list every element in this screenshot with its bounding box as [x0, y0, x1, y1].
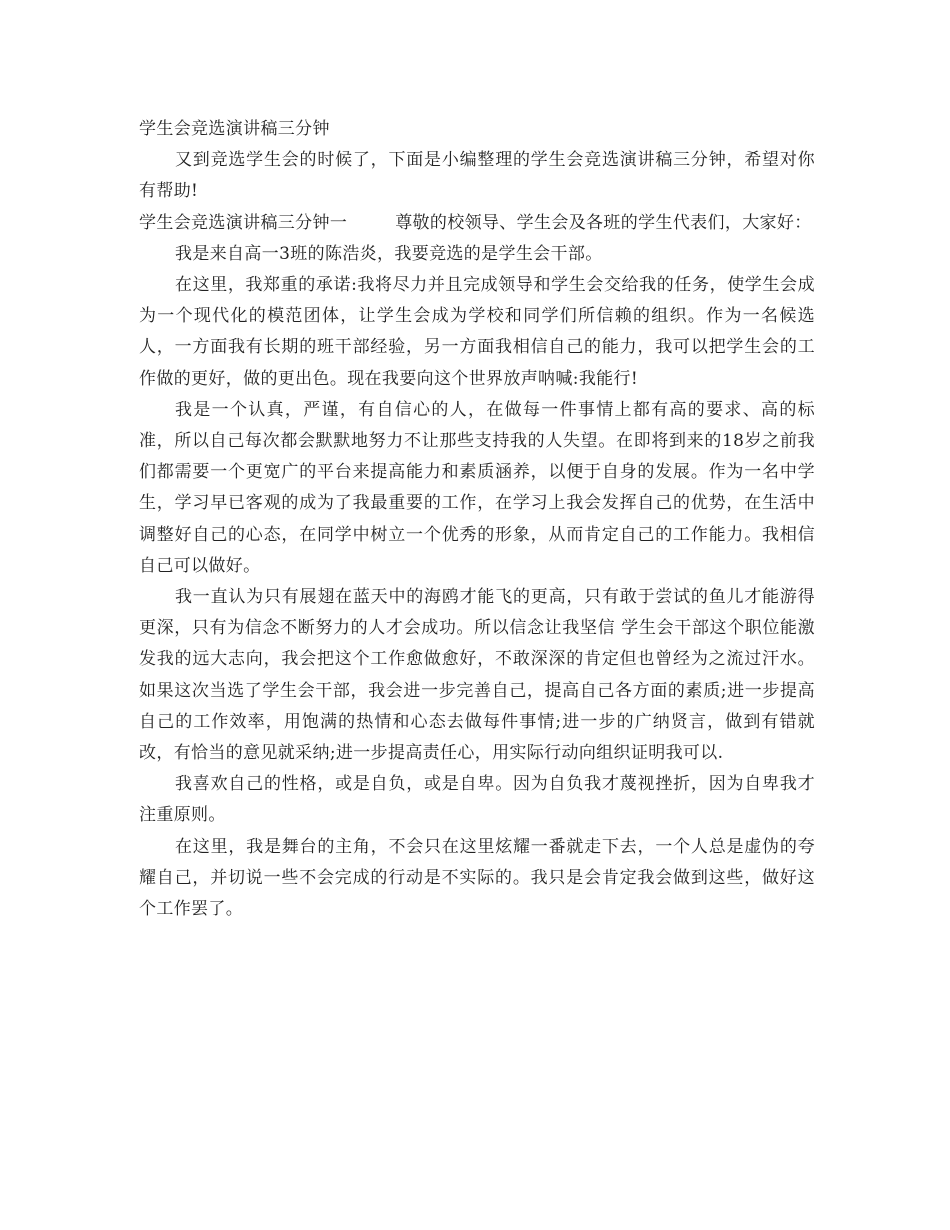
paragraph-4: 我一直认为只有展翅在蓝天中的海鸥才能飞的更高，只有敢于尝试的鱼儿才能游得更深，只有为信念不断努力的人才会成功。所以信念让我坚信 学生会干部这个职位能激发我的远大志向，我会把这个工作愈做愈好，不敢深深的肯定但也曾经为之流过汗水。如果这次当选了学生会干部，我会进一步完善自己，提高自己各方面的素质;进一步提高自己的工作效率，用饱满的热情和心态去做每件事情;进一步的广纳贤言，做到有错就改，有恰当的意见就采纳;进一步提高责任心，用实际行动向组织证明我可以. [139, 587, 815, 764]
section-heading: 学生会竞选演讲稿三分钟一 [139, 212, 348, 233]
paragraph-2: 在这里，我郑重的承诺:我将尽力并且完成领导和学生会交给我的任务，使学生会成为一个现代化的模范团体，让学生会成为学校和同学们所信赖的组织。作为一名候选人，一方面我有长期的班干部经验，另一方面我相信自己的能力，我可以把学生会的工作做的更好，做的更出色。现在我要向这个世界放声呐喊:我能行! [139, 275, 815, 389]
paragraph-3: 我是一个认真，严谨，有自信心的人，在做每一件事情上都有高的要求、高的标准，所以自己每次都会默默地努力不让那些支持我的人失望。在即将到来的18岁之前我们都需要一个更宽广的平台来提高能力和素质涵养，以便于自身的发展。作为一名中学生，学习早已客观的成为了我最重要的工作，在学习上我会发挥自己的优势，在生活中调整好自己的心态，在同学中树立一个优秀的形象，从而肯定自己的工作能力。我相信自己可以做好。 [139, 399, 815, 576]
document-body [139, 114, 815, 925]
paragraph-6: 在这里，我是舞台的主角，不会只在这里炫耀一番就走下去，一个人总是虚伪的夸耀自己，并切说一些不会完成的行动是不实际的。我只是会肯定我会做到这些，做好这个工作罢了。 [139, 836, 815, 920]
intro-paragraph: 又到竞选学生会的时候了，下面是小编整理的学生会竞选演讲稿三分钟，希望对你有帮助! [139, 150, 815, 202]
paragraph-1: 我是来自高一3班的陈浩炎，我要竞选的是学生会干部。 [175, 243, 603, 264]
paragraph-5: 我喜欢自己的性格，或是自负，或是自卑。因为自负我才蔑视挫折，因为自卑我才注重原则。 [139, 774, 815, 826]
section-heading-line [139, 208, 815, 239]
document-title: 学生会竞选演讲稿三分钟 [139, 119, 330, 139]
salutation: 尊敬的校领导、学生会及各班的学生代表们，大家好： [395, 212, 812, 233]
